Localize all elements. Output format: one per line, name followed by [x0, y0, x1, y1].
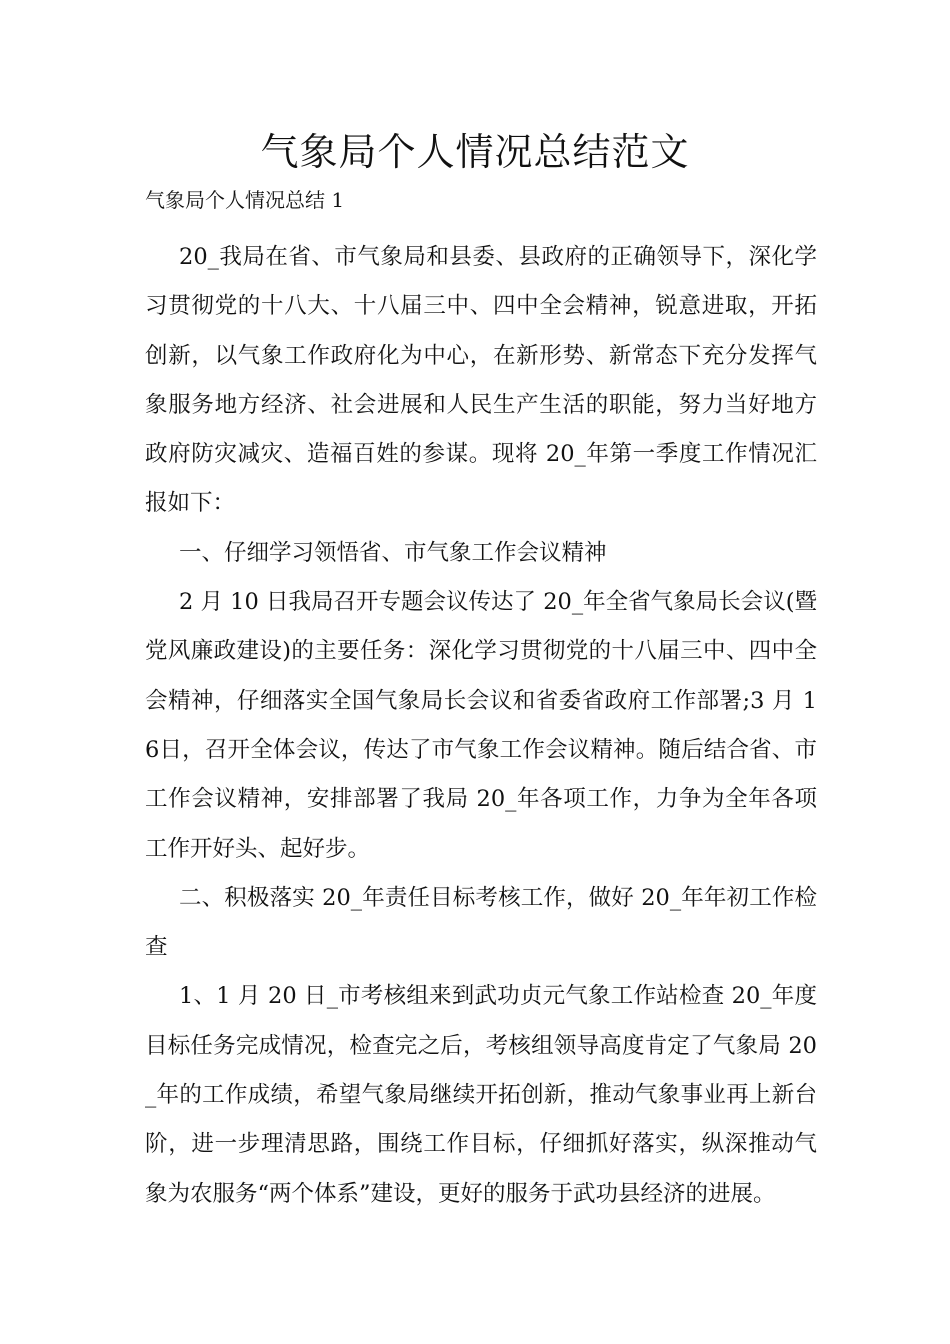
document-title: 气象局个人情况总结范文	[260, 130, 690, 174]
document-subtitle: 气象局个人情况总结 1	[145, 188, 345, 212]
section-heading-1: 一、仔细学习领悟省、市气象工作会议精神	[179, 539, 607, 566]
paragraph-section-2-item-1: 1、1 月 20 日_市考核组来到武功贞元气象工作站检查 20_年度目标任务完成情况，检查完之后，考核组领导高度肯定了气象局 20_年的工作成绩，希望气象局继续开拓创新，推动气象事业再上新台阶，进一步理清思路，围绕工作目标，仔细抓好落实，纵深推动气象为农服务“两个体系”建设，更好的服务于武功县经济的进展。	[145, 983, 817, 1207]
section-heading-2: 二、积极落实 20_年责任目标考核工作，做好 20_年年初工作检查	[145, 884, 817, 961]
document-body	[145, 233, 817, 1219]
paragraph-intro: 20_我局在省、市气象局和县委、县政府的正确领导下，深化学习贯彻党的十八大、十八届三中、四中全会精神，锐意进取，开拓创新，以气象工作政府化为中心，在新形势、新常态下充分发挥气象服务地方经济、社会进展和人民生产生活的职能，努力当好地方政府防灾减灾、造福百姓的参谋。现将 20_年第一季度工作情况汇报如下：	[145, 244, 817, 517]
paragraph-section-1: 2 月 10 日我局召开专题会议传达了 20_年全省气象局长会议(暨党风廉政建设)的主要任务：深化学习贯彻党的十八届三中、四中全会精神，仔细落实全国气象局长会议和省委省政府工作部署;3 月 16日，召开全体会议，传达了市气象工作会议精神。随后结合省、市工作会议精神，安排部署了我局 20_年各项工作，力争为全年各项工作开好头、起好步。	[145, 589, 817, 862]
